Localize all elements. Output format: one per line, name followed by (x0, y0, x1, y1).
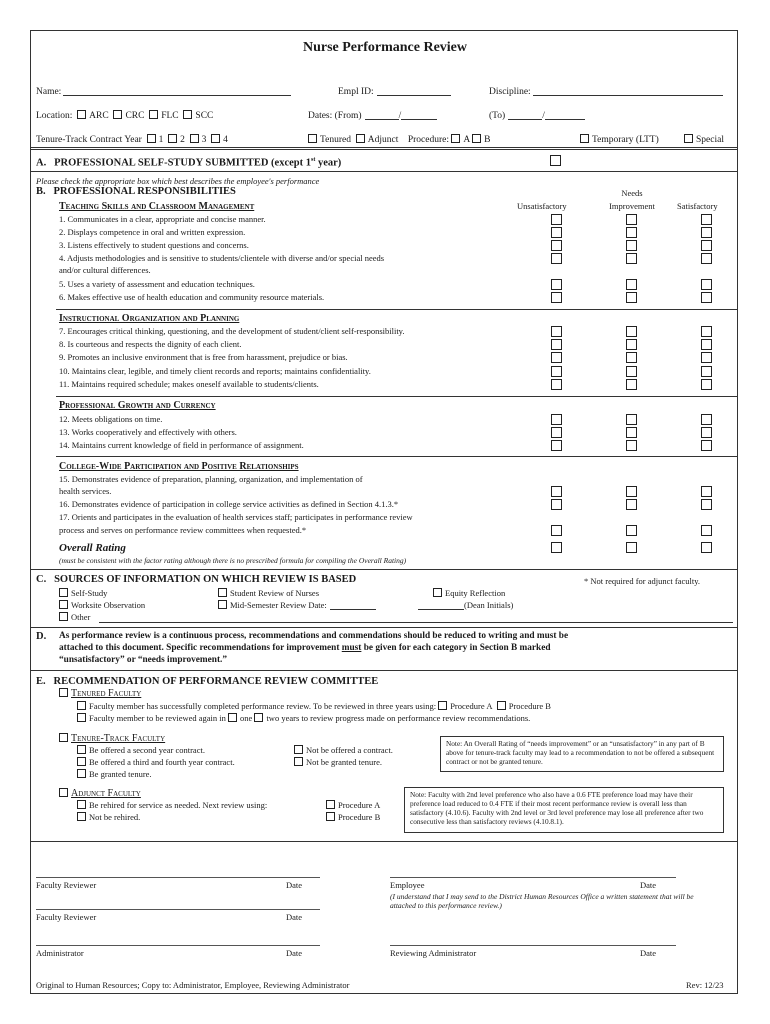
self-study-option (59, 588, 107, 599)
tt-option-3-text: Be granted tenure. (89, 769, 152, 779)
col-needs-label-2: Improvement (609, 201, 655, 211)
equity-option (433, 588, 505, 599)
third-fourth-contract-checkbox[interactable] (77, 757, 86, 766)
rating-satisfactory-checkbox[interactable] (701, 326, 712, 337)
tenured-label: Tenured (320, 135, 351, 145)
dean-initials-label: (Dean Initials) (464, 600, 514, 610)
rating-satisfactory-checkbox[interactable] (701, 352, 712, 363)
rehired-checkbox[interactable] (77, 800, 86, 809)
adj-option-2-text: Not be rehired. (89, 812, 141, 822)
divider (31, 149, 737, 150)
rating-needs-improvement-checkbox[interactable] (626, 499, 637, 510)
page-title: Nurse Performance Review (302, 40, 468, 55)
item-6: 6. Makes effective use of health education and community resource materials. (59, 292, 325, 302)
rating-needs-improvement-checkbox[interactable] (626, 253, 637, 264)
item-7: 7. Encourages critical thinking, questioning, and the development of student/client self-responsibility. (59, 326, 405, 336)
tenured-procedure-b-label: Procedure B (508, 701, 551, 711)
empl-id-field[interactable] (338, 86, 451, 98)
tt-option-4-text: Not be offered a contract. (306, 745, 393, 755)
adjunct-faculty-checkbox[interactable] (59, 788, 68, 797)
faculty-reviewer-2-label: Faculty Reviewer (36, 912, 97, 922)
tenure-track-heading: Tenure-Track Faculty (71, 733, 166, 744)
tenured-option-1 (77, 701, 551, 712)
rating-satisfactory-checkbox[interactable] (701, 427, 712, 438)
section-e-title: RECOMMENDATION OF PERFORMANCE REVIEW COMMITTEE (53, 676, 379, 687)
adjunct-label: Adjunct (367, 135, 399, 145)
year-1-checkbox[interactable] (147, 134, 156, 143)
discipline-field[interactable] (489, 86, 723, 98)
special-field (684, 134, 724, 146)
two-years-checkbox[interactable] (254, 713, 263, 722)
special-checkbox[interactable] (684, 134, 693, 143)
rating-needs-improvement-checkbox[interactable] (626, 240, 637, 251)
item-3: 3. Listens effectively to student questions and concerns. (59, 240, 249, 250)
tenured-completed-checkbox[interactable] (77, 701, 86, 710)
rating-satisfactory-checkbox[interactable] (701, 339, 712, 350)
temporary-checkbox[interactable] (580, 134, 589, 143)
procedure-b-checkbox[interactable] (472, 134, 481, 143)
rating-unsatisfactory-checkbox[interactable] (551, 486, 562, 497)
section-a-title-end: year) (315, 157, 342, 169)
year-4-checkbox[interactable] (211, 134, 220, 143)
rating-needs-improvement-checkbox[interactable] (626, 352, 637, 363)
overall-satisfactory-checkbox[interactable] (701, 542, 712, 553)
section-d-letter: D. (36, 631, 47, 642)
second-year-contract-checkbox[interactable] (77, 745, 86, 754)
tenured-faculty-heading: Tenured Faculty (71, 688, 142, 699)
item-17: 17. Orients and participates in the evaluation of health services staff; participates in performance review (59, 512, 413, 522)
faculty-reviewer-2-signature-line[interactable] (36, 909, 320, 910)
temporary-label: Temporary (LTT) (592, 135, 659, 145)
worksite-option (59, 600, 145, 611)
rating-needs-improvement-checkbox[interactable] (626, 525, 637, 536)
rating-satisfactory-checkbox[interactable] (701, 379, 712, 390)
worksite-observation-checkbox[interactable] (59, 600, 68, 609)
section-d-line-2b: be given for each category in Section B marked (361, 643, 551, 653)
item-4-cont: and/or cultural differences. (59, 265, 151, 275)
location-arc-label: ARC (89, 111, 109, 121)
tenure-track-note: Note: An Overall Rating of “needs improvement” or an “unsatisfactory” in any part of B above for tenure-track faculty may lead to a recommendation to not be offered a subsequent contract or not be granted tenure. (440, 736, 724, 772)
rating-satisfactory-checkbox[interactable] (701, 486, 712, 497)
not-offered-contract-checkbox[interactable] (294, 745, 303, 754)
rating-needs-improvement-checkbox[interactable] (626, 379, 637, 390)
adjunct-procedure-a-label: Procedure A (338, 800, 381, 810)
tenured-procedure-a-checkbox[interactable] (438, 701, 447, 710)
col-needs-label-1: Needs (621, 188, 643, 198)
student-review-label: Student Review of Nurses (230, 588, 320, 598)
adjunct-procedure-b-checkbox[interactable] (326, 812, 335, 821)
rating-needs-improvement-checkbox[interactable] (626, 414, 637, 425)
two-years-label: two years to review progress made on performance review recommendations. (266, 713, 531, 723)
tt-option-2 (77, 757, 235, 768)
faculty-reviewer-1-label: Faculty Reviewer (36, 880, 97, 890)
section-b-title: PROFESSIONAL RESPONSIBILITIES (53, 186, 236, 197)
dates-to-label: (To) (489, 111, 506, 121)
rating-satisfactory-checkbox[interactable] (701, 227, 712, 238)
divider (31, 841, 737, 842)
item-16: 16. Demonstrates evidence of participation in college service activities as defined in Section 4.1.3.* (59, 499, 399, 509)
revision-label: Rev: 12/23 (686, 980, 724, 990)
midsemester-label: Mid-Semester Review Date: (230, 600, 327, 610)
rating-unsatisfactory-checkbox[interactable] (551, 214, 562, 225)
divider (56, 309, 737, 310)
item-4: 4. Adjusts methodologies and is sensitive to students/clientele with diverse and/or special needs (59, 253, 385, 263)
reviewing-admin-label: Reviewing Administrator (390, 948, 477, 958)
employee-note: (I understand that I may send to the District Human Resources Office a written statement that will be attached to this performance review.) (390, 892, 694, 910)
tt-option-2-text: Be offered a third and fourth year contract. (89, 757, 235, 767)
rating-needs-improvement-checkbox[interactable] (626, 366, 637, 377)
adjunct-footnote: * Not required for adjunct faculty. (584, 576, 701, 586)
from-year-input[interactable] (398, 110, 437, 121)
group-heading-growth: Professional Growth and Currency (59, 400, 216, 411)
adjunct-checkbox[interactable] (356, 134, 365, 143)
section-c-title: SOURCES OF INFORMATION ON WHICH REVIEW IS BASED (54, 574, 357, 585)
faculty-reviewer-1-date-label: Date (286, 880, 303, 890)
employee-label: Employee (390, 880, 425, 890)
section-b-letter: B. (36, 186, 46, 197)
name-label: Name: (36, 87, 62, 97)
administrator-signature-line[interactable] (36, 945, 320, 946)
rating-unsatisfactory-checkbox[interactable] (551, 279, 562, 290)
tenured-faculty-checkbox[interactable] (59, 688, 68, 697)
tenure-track-option (59, 733, 165, 745)
rating-needs-improvement-checkbox[interactable] (626, 440, 637, 451)
rating-needs-improvement-checkbox[interactable] (626, 227, 637, 238)
dean-initials-field (418, 600, 513, 611)
section-d-must: must (341, 643, 362, 653)
rating-needs-improvement-checkbox[interactable] (626, 279, 637, 290)
item-14: 14. Maintains current knowledge of field in performance of assignment. (59, 440, 304, 450)
other-label: Other (71, 612, 91, 622)
item-8: 8. Is courteous and respects the dignity of each client. (59, 339, 242, 349)
rating-unsatisfactory-checkbox[interactable] (551, 440, 562, 451)
tenured-option-1-text: Faculty member has successfully completed performance review. To be reviewed in three years using: (89, 701, 437, 711)
discipline-input[interactable] (533, 86, 723, 96)
rating-satisfactory-checkbox[interactable] (701, 253, 712, 264)
section-a-heading (36, 155, 341, 169)
tenured-procedure-a-label: Procedure A (450, 701, 493, 711)
location-scc-label: SCC (195, 111, 214, 121)
equity-reflection-checkbox[interactable] (433, 588, 442, 597)
location-arc-checkbox[interactable] (77, 110, 86, 119)
administrator-label: Administrator (36, 948, 84, 958)
other-option (59, 612, 90, 623)
dates-to-field (489, 110, 585, 122)
section-a-letter: A. (36, 157, 47, 169)
overall-needs-improvement-checkbox[interactable] (626, 542, 637, 553)
item-12: 12. Meets obligations on time. (59, 414, 163, 424)
rating-satisfactory-checkbox[interactable] (701, 499, 712, 510)
rating-needs-improvement-checkbox[interactable] (626, 292, 637, 303)
dates-from-label: Dates: (From) (308, 111, 362, 121)
divider (31, 147, 737, 148)
rating-unsatisfactory-checkbox[interactable] (551, 499, 562, 510)
location-label: Location: (36, 111, 73, 121)
item-2: 2. Displays competence in oral and written expression. (59, 227, 246, 237)
col-satisfactory-label: Satisfactory (677, 201, 718, 211)
rating-unsatisfactory-checkbox[interactable] (551, 379, 562, 390)
section-c-letter: C. (36, 574, 47, 585)
granted-tenure-checkbox[interactable] (77, 769, 86, 778)
year-2-checkbox[interactable] (168, 134, 177, 143)
group-heading-instructional: Instructional Organization and Planning (59, 313, 240, 324)
employee-signature-line[interactable] (390, 877, 676, 878)
tt-option-3 (77, 769, 152, 780)
rating-unsatisfactory-checkbox[interactable] (551, 525, 562, 536)
tenured-option-2 (77, 713, 530, 724)
rating-unsatisfactory-checkbox[interactable] (551, 339, 562, 350)
reviewing-admin-date-label: Date (640, 948, 657, 958)
worksite-observation-label: Worksite Observation (71, 600, 146, 610)
from-month-input[interactable] (365, 110, 399, 120)
rating-satisfactory-checkbox[interactable] (701, 292, 712, 303)
rating-needs-improvement-checkbox[interactable] (626, 427, 637, 438)
other-input[interactable] (99, 622, 733, 623)
divider (56, 396, 737, 397)
tenure-track-faculty-checkbox[interactable] (59, 733, 68, 742)
rating-unsatisfactory-checkbox[interactable] (551, 326, 562, 337)
tt-option-1 (77, 745, 205, 756)
rating-satisfactory-checkbox[interactable] (701, 279, 712, 290)
tenured-procedure-b-checkbox[interactable] (497, 701, 506, 710)
divider (31, 627, 737, 628)
empl-id-input[interactable] (377, 86, 451, 96)
employee-date-label: Date (640, 880, 657, 890)
rating-needs-improvement-checkbox[interactable] (626, 326, 637, 337)
year-1-label: 1 (158, 135, 164, 145)
adj-option-2 (77, 812, 140, 823)
one-year-checkbox[interactable] (228, 713, 237, 722)
rating-unsatisfactory-checkbox[interactable] (551, 240, 562, 251)
self-study-label: Self-Study (71, 588, 108, 598)
rating-unsatisfactory-checkbox[interactable] (551, 366, 562, 377)
item-5: 5. Uses a variety of assessment and education techniques. (59, 279, 255, 289)
rating-satisfactory-checkbox[interactable] (701, 525, 712, 536)
section-b-heading (36, 186, 236, 197)
overall-rating-label: Overall Rating (59, 542, 126, 554)
overall-unsatisfactory-checkbox[interactable] (551, 542, 562, 553)
procedure-a-checkbox[interactable] (451, 134, 460, 143)
rating-needs-improvement-checkbox[interactable] (626, 486, 637, 497)
rating-satisfactory-checkbox[interactable] (701, 214, 712, 225)
divider (56, 456, 737, 457)
divider (31, 569, 737, 570)
location-flc-checkbox[interactable] (149, 110, 158, 119)
year-3-checkbox[interactable] (190, 134, 199, 143)
procedure-a-label: A (463, 135, 470, 145)
empl-id-label: Empl ID: (338, 87, 374, 97)
location-flc-label: FLC (161, 111, 179, 121)
procedure-label: Procedure: (407, 135, 450, 145)
section-d-line-2 (59, 643, 551, 654)
contract-row (36, 134, 228, 146)
other-checkbox[interactable] (59, 612, 68, 621)
tt-option-5-text: Not be granted tenure. (306, 757, 382, 767)
to-year-input[interactable] (545, 110, 585, 120)
col-unsatisfactory-label: Unsatisfactory (517, 201, 567, 211)
adjunct-procedure-b-label: Procedure B (338, 812, 381, 822)
adjunct-note: Note: Faculty with 2nd level preference who also have a 0.6 FTE preference load may have their preference load reduced to 0.4 FTE if their most recent performance review is overall less than satisfactory (4.10.6). Faculty with 2nd level or 3rd level preference may lose all preference after two consecutive less than satisfactory reviews (4.10.8.1). (404, 787, 724, 833)
rating-unsatisfactory-checkbox[interactable] (551, 292, 562, 303)
tenured-review-again-checkbox[interactable] (77, 713, 86, 722)
adjunct-option (59, 788, 141, 800)
adjunct-procedure-a-checkbox[interactable] (326, 800, 335, 809)
rating-unsatisfactory-checkbox[interactable] (551, 253, 562, 264)
section-d-line-3: “unsatisfactory” or “needs improvement.” (59, 655, 228, 665)
item-15-cont: health services. (59, 486, 112, 496)
dates-from-field (308, 110, 437, 122)
tenured-checkbox[interactable] (308, 134, 317, 143)
adj-option-1-text: Be rehired for service as needed. Next review using: (89, 800, 268, 810)
name-field[interactable] (36, 86, 291, 98)
section-a-title: PROFESSIONAL SELF-STUDY SUBMITTED (except 1 (54, 157, 311, 169)
group-heading-college-wide: College-Wide Participation and Positive Relationships (59, 461, 299, 472)
adj-procedure-a (326, 800, 380, 811)
rating-satisfactory-checkbox[interactable] (701, 440, 712, 451)
section-e-letter: E. (36, 676, 46, 687)
rating-needs-improvement-checkbox[interactable] (626, 214, 637, 225)
midsemester-checkbox[interactable] (218, 600, 227, 609)
location-crc-label: CRC (125, 111, 145, 121)
group-heading-teaching: Teaching Skills and Classroom Management (59, 201, 255, 212)
year-3-label: 3 (201, 135, 207, 145)
rating-unsatisfactory-checkbox[interactable] (551, 414, 562, 425)
procedure-b-label: B (484, 135, 491, 145)
tt-option-4 (294, 745, 393, 756)
tt-option-5 (294, 757, 382, 768)
rating-unsatisfactory-checkbox[interactable] (551, 352, 562, 363)
instruction-text: Please check the appropriate box which best describes the employee's performance (36, 176, 320, 186)
item-10: 10. Maintains clear, legible, and timely client records and reports; maintains confidentiality. (59, 366, 371, 376)
special-label: Special (696, 135, 724, 145)
item-13: 13. Works cooperatively and effectively with others. (59, 427, 237, 437)
self-study-submitted-checkbox[interactable] (550, 155, 561, 166)
faculty-reviewer-2-date-label: Date (286, 912, 303, 922)
year-2-label: 2 (180, 135, 185, 145)
midsemester-date-input[interactable] (330, 600, 376, 610)
section-d-line-1: As performance review is a continuous process, recommendations and commendations should be reduced to writing and must be (59, 631, 569, 641)
student-review-checkbox[interactable] (218, 588, 227, 597)
slash: / (542, 111, 545, 121)
rating-unsatisfactory-checkbox[interactable] (551, 227, 562, 238)
tenured-faculty-option (59, 688, 141, 700)
divider (31, 670, 737, 671)
rating-satisfactory-checkbox[interactable] (701, 414, 712, 425)
item-17-cont: process and serves on performance review committees when requested.* (59, 525, 307, 535)
to-month-input[interactable] (508, 110, 542, 120)
adjunct-faculty-heading: Adjunct Faculty (71, 788, 141, 799)
self-study-checkbox[interactable] (59, 588, 68, 597)
tenure-track-label: Tenure-Track Contract Year (36, 135, 142, 145)
not-granted-tenure-checkbox[interactable] (294, 757, 303, 766)
distribution-note: Original to Human Resources; Copy to: Administrator, Employee, Reviewing Administrator (36, 980, 350, 990)
equity-reflection-label: Equity Reflection (445, 588, 506, 598)
student-review-option (218, 588, 319, 599)
reviewing-admin-signature-line[interactable] (390, 945, 676, 946)
status-row (308, 134, 490, 146)
section-c-heading (36, 574, 356, 585)
midsemester-option (218, 600, 376, 611)
one-year-label: one (240, 713, 253, 723)
location-field (36, 110, 213, 122)
section-e-heading (36, 676, 378, 687)
adj-option-1 (77, 800, 267, 811)
discipline-label: Discipline: (489, 87, 531, 97)
rating-needs-improvement-checkbox[interactable] (626, 339, 637, 350)
location-crc-checkbox[interactable] (113, 110, 122, 119)
section-d-line-2a: attached to this document. Specific recommendations for improvement (59, 643, 342, 653)
year-4-label: 4 (223, 135, 228, 145)
dean-initials-input[interactable] (418, 600, 464, 610)
faculty-reviewer-1-signature-line[interactable] (36, 877, 320, 878)
tt-option-1-text: Be offered a second year contract. (89, 745, 205, 755)
name-input[interactable] (63, 86, 291, 96)
overall-rating-note: (must be consistent with the factor rating although there is no prescribed formula for compiling the Overall Rating) (59, 556, 407, 565)
tenured-option-2-text: Faculty member to be reviewed again in (89, 713, 226, 723)
slash: / (398, 111, 402, 121)
item-11: 11. Maintains required schedule; makes oneself available to students/clients. (59, 379, 319, 389)
location-scc-checkbox[interactable] (183, 110, 192, 119)
item-15: 15. Demonstrates evidence of preparation, planning, organization, and implementation of (59, 474, 363, 484)
adj-procedure-b (326, 812, 380, 823)
item-1: 1. Communicates in a clear, appropriate and concise manner. (59, 214, 266, 224)
not-rehired-checkbox[interactable] (77, 812, 86, 821)
section-a-sup: st (311, 157, 316, 163)
temporary-field (580, 134, 659, 146)
rating-satisfactory-checkbox[interactable] (701, 366, 712, 377)
divider (31, 171, 737, 172)
administrator-date-label: Date (286, 948, 303, 958)
rating-satisfactory-checkbox[interactable] (701, 240, 712, 251)
rating-unsatisfactory-checkbox[interactable] (551, 427, 562, 438)
item-9: 9. Promotes an inclusive environment that is free from harassment, prejudice or bias. (59, 352, 348, 362)
